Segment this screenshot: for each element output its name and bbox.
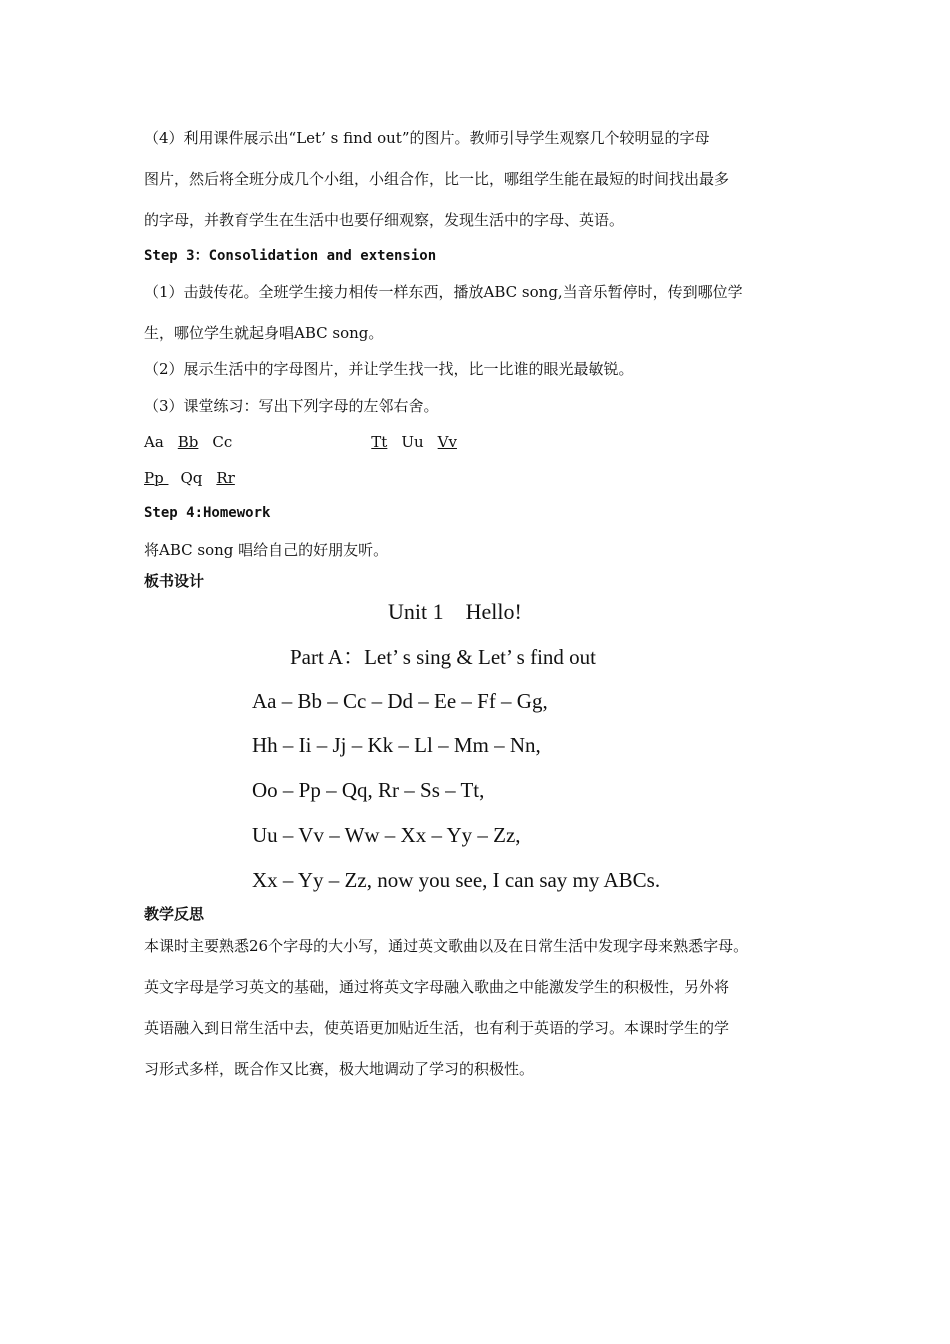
exercise-letter-uu: Uu — [401, 433, 424, 451]
board-line-4: Uu – Vv – Ww – Xx – Yy – Zz, — [252, 823, 521, 847]
reflection-heading: 教学反思 — [144, 905, 205, 923]
board-title: Unit 1 Hello! — [388, 599, 522, 624]
board-line-5: Xx – Yy – Zz, now you see, I can say my ABCs. — [252, 868, 661, 892]
exercise-letter-rr: Rr — [216, 469, 235, 487]
exercise-letter-aa: Aa — [144, 433, 164, 451]
step3-heading: Step 3：Consolidation and extension — [144, 248, 437, 264]
reflection-line4: 习形式多样，既合作又比赛，极大地调动了学习的积极性。 — [144, 1060, 535, 1078]
board-line-1: Aa – Bb – Cc – Dd – Ee – Ff – Gg, — [252, 689, 548, 713]
exercise-letter-vv: Vv — [437, 433, 457, 451]
step4-text: 将ABC song 唱给自己的好朋友听。 — [144, 541, 389, 559]
exercise-row2 — [144, 468, 830, 488]
reflection-line1: 本课时主要熟悉26个字母的大小写，通过英文歌曲以及在日常生活中发现字母来熟悉字母。 — [144, 937, 749, 955]
step3-item1-line2: 生，哪位学生就起身唱ABC song。 — [144, 324, 384, 342]
exercise-letter-pp: Pp — [144, 469, 169, 487]
step3-item2: （2）展示生活中的字母图片，并让学生找一找，比一比谁的眼光最敏锐。 — [144, 360, 634, 378]
board-subtitle: Part A：Let’ s sing & Let’ s find out — [290, 645, 597, 669]
exercise-letter-tt: Tt — [371, 433, 388, 451]
exercise-letter-qq: Qq — [180, 469, 203, 487]
board-design-heading: 板书设计 — [144, 572, 205, 590]
step2-item4-line2: 图片，然后将全班分成几个小组，小组合作，比一比，哪组学生能在最短的时间找出最多 — [144, 170, 730, 188]
exercise-letter-cc: Cc — [212, 433, 233, 451]
step2-item4-line3: 的字母，并教育学生在生活中也要仔细观察，发现生活中的字母、英语。 — [144, 211, 625, 229]
reflection-line2: 英文字母是学习英文的基础，通过将英文字母融入歌曲之中能激发学生的积极性，另外将 — [144, 978, 730, 996]
board-line-3: Oo – Pp – Qq, Rr – Ss – Tt, — [252, 778, 485, 802]
reflection-line3: 英语融入到日常生活中去，使英语更加贴近生活，也有利于英语的学习。本课时学生的学 — [144, 1019, 730, 1037]
step2-item4-line1: （4）利用课件展示出“Let’ s find out”的图片。教师引导学生观察几个较明显的字母 — [144, 129, 710, 147]
board-line-2: Hh – Ii – Jj – Kk – Ll – Mm – Nn, — [252, 733, 541, 757]
step4-heading: Step 4:Homework — [144, 505, 271, 521]
step3-item3: （3）课堂练习：写出下列字母的左邻右舍。 — [144, 397, 439, 415]
exercise-row1 — [144, 432, 830, 452]
step3-item1-line1: （1）击鼓传花。全班学生接力相传一样东西，播放ABC song,当音乐暂停时，传到哪位学 — [144, 283, 743, 301]
exercise-letter-bb: Bb — [177, 433, 199, 451]
